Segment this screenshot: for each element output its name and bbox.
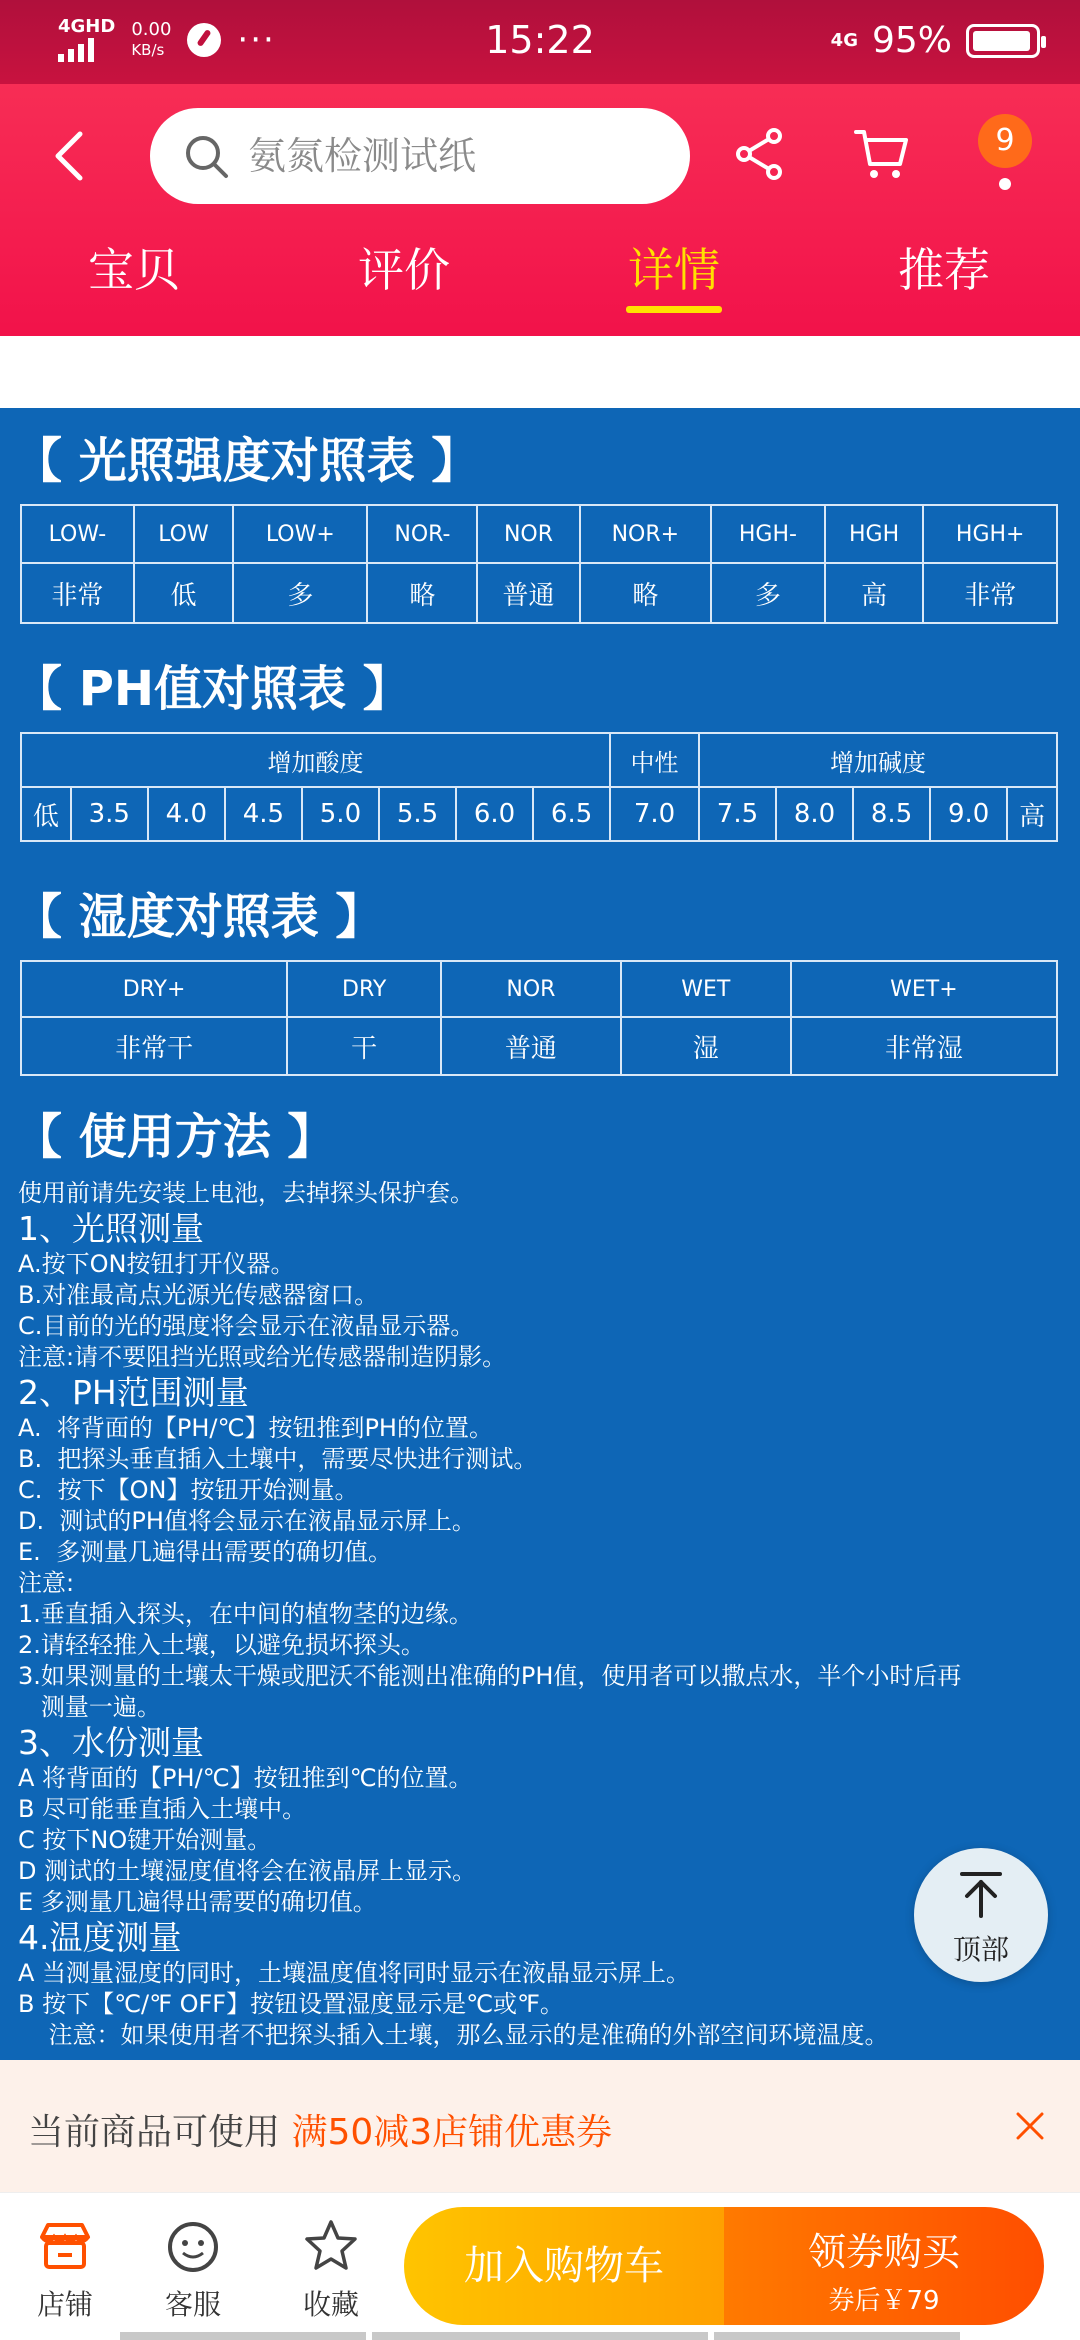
tab-rating[interactable] xyxy=(304,234,504,300)
usage-instructions xyxy=(18,1178,1068,2051)
light-level-cell: 略 xyxy=(580,563,711,623)
speed-value: 0.00 xyxy=(131,19,172,40)
humidity-level-cell: 非常湿 xyxy=(791,1017,1057,1075)
light-code-cell: HGH+ xyxy=(923,505,1057,563)
light-code-cell: LOW xyxy=(134,505,233,563)
ph-value-cell: 高 xyxy=(1007,787,1057,841)
light-codes-row xyxy=(21,505,1057,563)
chevron-left-icon xyxy=(50,126,90,186)
humidity-code-cell: DRY xyxy=(287,961,441,1017)
ph-value-cell: 7.5 xyxy=(699,787,776,841)
ph-value-cell: 4.5 xyxy=(225,787,302,841)
usage-heading: 1、光照测量 xyxy=(18,1209,204,1248)
usage-line: 测量一遍。 xyxy=(18,1693,161,1721)
favorite-label: 收藏 xyxy=(302,2288,359,2321)
cart-button[interactable] xyxy=(852,124,916,188)
ph-table-title: 【 PH值对照表 】 xyxy=(14,661,411,717)
light-level-cell: 略 xyxy=(367,563,477,623)
status-right xyxy=(831,20,1040,61)
usage-line: 注意：如果使用者不把探头插入土壤，那么显示的是准确的外部空间环境温度。 xyxy=(18,2021,889,2049)
light-code-cell: LOW- xyxy=(21,505,134,563)
ph-value-cell: 低 xyxy=(21,787,71,841)
humidity-level-cell: 非常干 xyxy=(21,1017,287,1075)
ph-value-cell: 3.5 xyxy=(71,787,148,841)
more-dots-icon xyxy=(999,178,1011,190)
humidity-table-title: 【 湿度对照表 】 xyxy=(14,889,384,945)
usage-line: B 按下【℃/℉ OFF】按钮设置湿度显示是℃或℉。 xyxy=(18,1990,564,2018)
usage-line: A 当测量湿度的同时，土壤温度值将同时显示在液晶显示屏上。 xyxy=(18,1959,691,1987)
light-table-title: 【 光照强度对照表 】 xyxy=(14,433,480,489)
network-type: 4GHD xyxy=(58,16,116,37)
gesture-bar xyxy=(714,2332,960,2340)
ph-value-cell: 5.5 xyxy=(379,787,456,841)
chat-face-icon xyxy=(164,2217,222,2275)
product-detail-image xyxy=(0,408,1080,2062)
tab-label: 宝贝 xyxy=(88,243,180,297)
customer-service-button[interactable] xyxy=(138,2217,248,2323)
top-nav xyxy=(0,84,1080,336)
ph-value-cell: 9.0 xyxy=(930,787,1007,841)
gesture-bar xyxy=(120,2332,366,2340)
signal-type: 4G xyxy=(830,30,858,51)
usage-line: 3.如果测量的土壤太干燥或肥沃不能测出准确的PH值，使用者可以撒点水，半个小时后再 xyxy=(18,1662,962,1690)
coupon-highlight: 满50减3店铺优惠券 xyxy=(291,2112,613,2153)
usage-line: D 测试的土壤湿度值将会在液晶屏上显示。 xyxy=(18,1857,477,1885)
usage-heading: 2、PH范围测量 xyxy=(18,1373,249,1412)
humidity-levels-row xyxy=(21,1017,1057,1075)
usage-line: A.按下ON按钮打开仪器。 xyxy=(18,1250,295,1278)
back-to-top-button[interactable] xyxy=(914,1848,1048,1982)
usage-line: E 多测量几遍得出需要的确切值。 xyxy=(18,1888,377,1916)
shop-icon xyxy=(36,2217,94,2275)
shop-button[interactable] xyxy=(10,2217,120,2323)
usage-line: 2.请轻轻推入土壤，以避免损坏探头。 xyxy=(18,1631,425,1659)
usage-line: A 将背面的【PH/℃】按钮推到℃的位置。 xyxy=(18,1764,473,1792)
tab-label: 详情 xyxy=(628,243,720,297)
tab-item[interactable] xyxy=(34,234,234,300)
star-icon xyxy=(302,2217,360,2275)
search-icon xyxy=(182,132,230,180)
coupon-prefix: 当前商品可使用 xyxy=(28,2112,292,2153)
light-level-cell: 高 xyxy=(825,563,924,623)
usage-line: 注意:请不要阻挡光照或给光传感器制造阴影。 xyxy=(18,1343,507,1371)
humidity-code-cell: WET xyxy=(621,961,791,1017)
more-button[interactable] xyxy=(976,114,1036,204)
ph-value-cell: 7.0 xyxy=(610,787,699,841)
ph-value-cell: 6.0 xyxy=(456,787,533,841)
search-input[interactable] xyxy=(248,134,668,178)
light-code-cell: HGH xyxy=(825,505,924,563)
ph-group-acid: 增加酸度 xyxy=(21,733,610,787)
active-tab-indicator xyxy=(626,306,722,313)
back-button[interactable] xyxy=(50,126,110,196)
usage-heading: 4.温度测量 xyxy=(18,1918,182,1957)
usage-line: 1.垂直插入探头，在中间的植物茎的边缘。 xyxy=(18,1600,473,1628)
usage-line: B.对准最高点光源光传感器窗口。 xyxy=(18,1281,379,1309)
coupon-text xyxy=(28,2104,612,2155)
arrow-up-icon xyxy=(958,1870,1004,1918)
usage-line: C. 按下【ON】按钮开始测量。 xyxy=(18,1476,359,1504)
light-level-cell: 非常 xyxy=(21,563,134,623)
light-code-cell: NOR+ xyxy=(580,505,711,563)
usage-line: B 尽可能垂直插入土壤中。 xyxy=(18,1795,307,1823)
ph-groups-row xyxy=(21,733,1057,787)
light-code-cell: NOR- xyxy=(367,505,477,563)
usage-line: C.目前的光的强度将会显示在液晶显示器。 xyxy=(18,1312,475,1340)
buy-price: 券后￥79 xyxy=(828,2286,940,2316)
tab-detail[interactable] xyxy=(574,234,774,313)
share-button[interactable] xyxy=(730,124,794,188)
usage-line: 注意: xyxy=(18,1569,75,1597)
usage-line: A. 将背面的【PH/℃】按钮推到PH的位置。 xyxy=(18,1414,493,1442)
detail-content xyxy=(0,336,1080,2060)
light-level-cell: 非常 xyxy=(923,563,1057,623)
notification-badge: 9 xyxy=(978,114,1032,168)
status-bar xyxy=(0,0,1080,84)
light-level-cell: 普通 xyxy=(477,563,579,623)
gesture-bar xyxy=(372,2332,708,2340)
ph-value-cell: 5.0 xyxy=(302,787,379,841)
coupon-banner[interactable] xyxy=(0,2060,1080,2192)
light-table xyxy=(20,504,1058,624)
light-level-cell: 低 xyxy=(134,563,233,623)
humidity-table xyxy=(20,960,1058,1076)
usage-line: D. 测试的PH值将会显示在液晶显示屏上。 xyxy=(18,1507,476,1535)
close-icon[interactable] xyxy=(1010,2106,1050,2146)
usage-title: 【 使用方法 】 xyxy=(14,1109,336,1165)
humidity-code-cell: WET+ xyxy=(791,961,1057,1017)
ph-group-alkaline: 增加碱度 xyxy=(699,733,1057,787)
light-level-cell: 多 xyxy=(711,563,825,623)
tab-label: 推荐 xyxy=(898,243,990,297)
usage-line: B. 把探头垂直插入土壤中，需要尽快进行测试。 xyxy=(18,1445,538,1473)
humidity-code-cell: NOR xyxy=(441,961,621,1017)
ph-values-row xyxy=(21,787,1057,841)
usage-line: C 按下NO键开始测量。 xyxy=(18,1826,272,1854)
light-code-cell: NOR xyxy=(477,505,579,563)
add-to-cart-button[interactable]: 加入购物车 xyxy=(404,2207,724,2325)
ph-value-cell: 8.0 xyxy=(776,787,853,841)
favorite-button[interactable] xyxy=(276,2217,386,2323)
humidity-level-cell: 普通 xyxy=(441,1017,621,1075)
ph-value-cell: 4.0 xyxy=(148,787,225,841)
humidity-level-cell: 湿 xyxy=(621,1017,791,1075)
humidity-code-cell: DRY+ xyxy=(21,961,287,1017)
battery-icon xyxy=(966,24,1040,58)
ph-value-cell: 6.5 xyxy=(533,787,610,841)
ph-group-neutral: 中性 xyxy=(610,733,699,787)
usage-heading: 3、水份测量 xyxy=(18,1723,204,1762)
ph-value-cell: 8.5 xyxy=(853,787,930,841)
search-bar[interactable] xyxy=(150,108,690,204)
battery-percent: 95% xyxy=(871,20,952,61)
usage-line: 使用前请先安装上电池，去掉探头保护套。 xyxy=(18,1179,474,1207)
light-level-cell: 多 xyxy=(233,563,367,623)
buy-label: 领券购买 xyxy=(807,2230,960,2274)
usage-line: E. 多测量几遍得出需要的确切值。 xyxy=(18,1538,393,1566)
light-levels-row xyxy=(21,563,1057,623)
light-code-cell: HGH- xyxy=(711,505,825,563)
tab-label: 评价 xyxy=(358,243,450,297)
shop-label: 店铺 xyxy=(36,2288,93,2321)
buy-with-coupon-button[interactable] xyxy=(724,2207,1044,2325)
share-icon xyxy=(730,124,790,184)
cart-icon xyxy=(852,124,912,184)
tab-recommend[interactable] xyxy=(844,234,1044,300)
humidity-level-cell: 干 xyxy=(287,1017,441,1075)
service-label: 客服 xyxy=(164,2288,221,2321)
ph-table xyxy=(20,732,1058,842)
clock: 15:22 xyxy=(485,18,595,62)
bottom-action-bar xyxy=(0,2192,1080,2340)
humidity-codes-row xyxy=(21,961,1057,1017)
more-notifications-icon: ··· xyxy=(237,20,276,60)
light-code-cell: LOW+ xyxy=(233,505,367,563)
back-to-top-label: 顶部 xyxy=(952,1933,1009,1966)
speed-unit: KB/s xyxy=(131,41,165,59)
tab-bar xyxy=(0,234,1080,324)
